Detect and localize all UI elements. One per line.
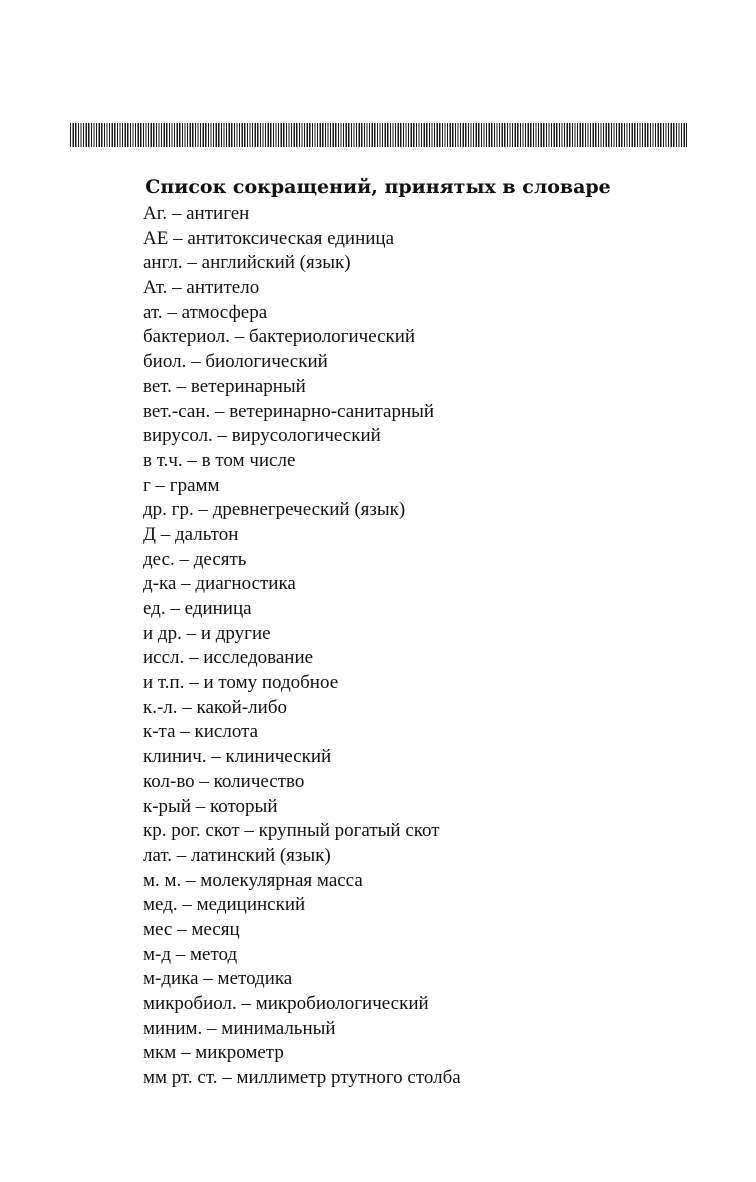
abbreviation-entry: д-ка – диагностика: [143, 573, 296, 595]
abbreviation-entry: и др. – и другие: [143, 622, 271, 644]
abbreviation-entry: м. м. – молекулярная масса: [143, 869, 363, 891]
abbreviation-entry: др. гр. – древнегреческий (язык): [143, 499, 406, 521]
abbreviation-entry: биол. – биологический: [143, 351, 328, 373]
abbreviation-entry: к-та – кислота: [143, 721, 259, 743]
abbreviation-entry: мес – месяц: [143, 918, 240, 940]
page-title: Список сокращений, принятых в словаре: [145, 176, 611, 198]
abbreviation-entry: Д – дальтон: [143, 523, 239, 545]
abbreviation-entry: дес. – десять: [143, 548, 247, 570]
abbreviation-entry: в т.ч. – в том числе: [143, 449, 296, 471]
abbreviation-entry: миним. – минимальный: [143, 1017, 336, 1039]
abbreviation-entry: кол-во – количество: [143, 770, 305, 792]
abbreviation-entry: лат. – латинский (язык): [143, 844, 331, 866]
abbreviation-entry: м-д – метод: [143, 943, 238, 965]
abbreviation-entry: м-дика – методика: [143, 968, 293, 990]
abbreviation-entry: вет.-сан. – ветеринарно-санитарный: [143, 400, 435, 422]
abbreviation-entry: АЕ – антитоксическая единица: [143, 227, 395, 249]
abbreviation-entry: мм рт. ст. – миллиметр ртутного столба: [143, 1067, 461, 1089]
abbreviation-entry: г – грамм: [143, 474, 220, 496]
abbreviation-entry: мед. – медицинский: [143, 894, 306, 916]
header-decorative-rule: [70, 123, 687, 147]
abbreviation-entry: ат. – атмосфера: [143, 301, 268, 323]
abbreviation-entry: иссл. – исследование: [143, 647, 314, 669]
abbreviation-entry: англ. – английский (язык): [143, 252, 351, 274]
abbreviation-entry: вирусол. – вирусологический: [143, 425, 381, 447]
abbreviation-entry: ед. – единица: [143, 598, 252, 619]
abbreviation-entry: и т.п. – и тому подобное: [143, 672, 339, 694]
abbreviation-entry: мкм – микрометр: [143, 1042, 284, 1064]
abbreviation-entry: Аг. – антиген: [143, 203, 250, 224]
abbreviation-entry: клинич. – клинический: [143, 746, 332, 768]
abbreviation-list: [143, 202, 461, 1091]
abbreviation-entry: к-рый – который: [143, 795, 278, 817]
abbreviation-entry: кр. рог. скот – крупный рогатый скот: [143, 820, 440, 842]
abbreviation-entry: Ат. – антитело: [143, 277, 260, 299]
abbreviation-entry: к.-л. – какой-либо: [143, 696, 287, 718]
abbreviation-entry: вет. – ветеринарный: [143, 375, 306, 397]
abbreviation-entry: бактериол. – бактериологический: [143, 326, 416, 348]
abbreviation-entry: микробиол. – микробиологический: [143, 993, 429, 1014]
